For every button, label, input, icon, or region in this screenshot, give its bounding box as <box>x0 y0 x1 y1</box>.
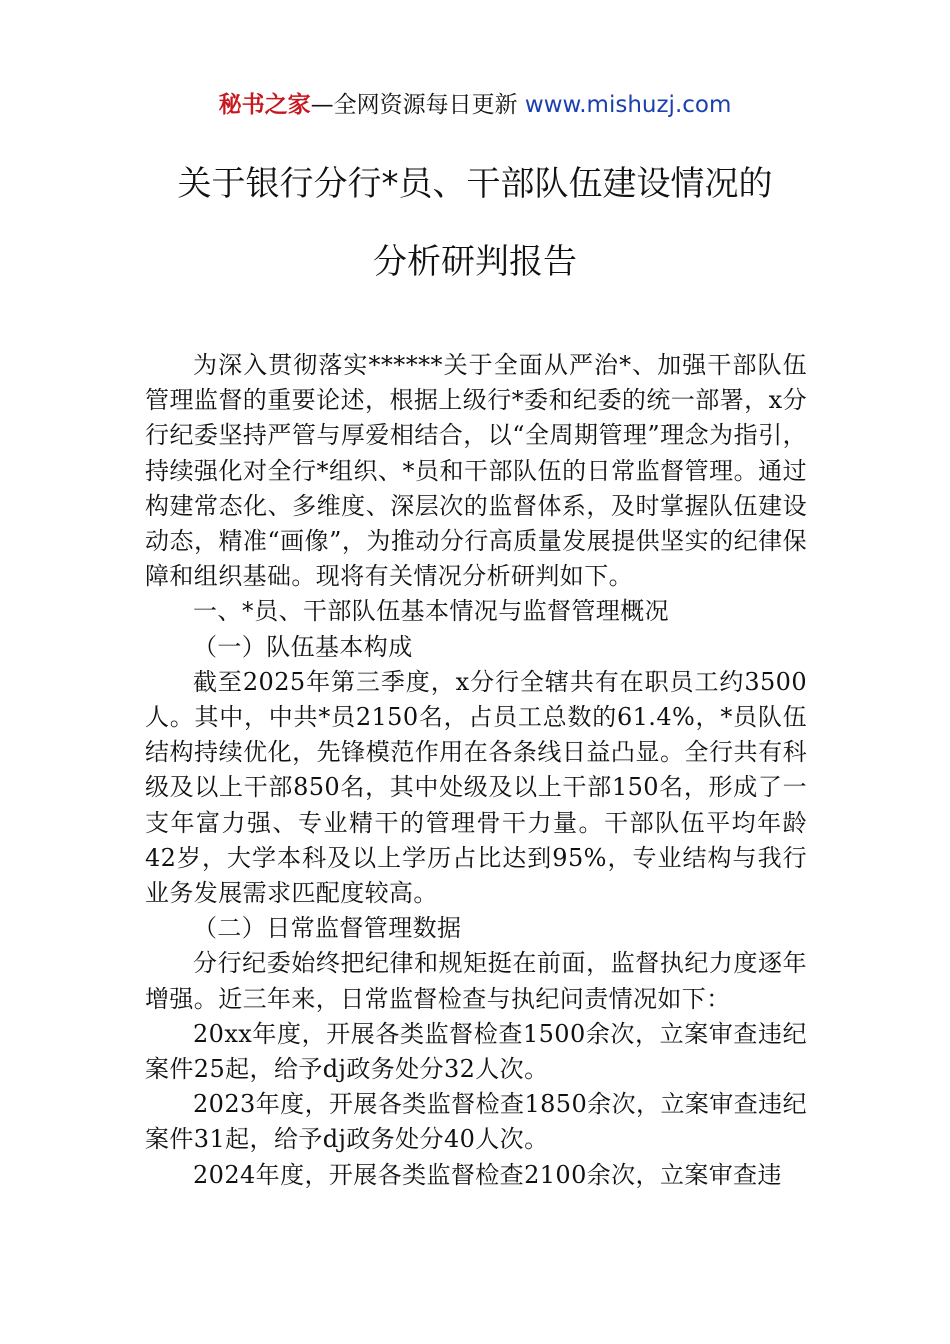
section-heading-1: 一、*员、干部队伍基本情况与监督管理概况 <box>193 597 669 626</box>
site-header <box>0 88 950 122</box>
subsection-heading-2: （二）日常监督管理数据 <box>193 914 462 943</box>
document-title <box>0 158 950 288</box>
title-line-2: 分析研判报告 <box>373 242 577 282</box>
subsection-heading-1: （一）队伍基本构成 <box>193 632 413 661</box>
body-paragraph: 分行纪委始终把纪律和规矩挺在前面，监督执纪力度逐年增强。近三年来，日常监督检查与执纪问责情况如下： <box>145 949 807 1013</box>
intro-paragraph: 为深入贯彻落实******关于全面从严治*、加强干部队伍管理监督的重要论述，根据上级行*委和纪委的统一部署，x分行纪委坚持严管与厚爱相结合，以“全周期管理”理念为指引，持续强化对全行*组织、*员和干部队伍的日常监督管理。通过构建常态化、多维度、深层次的监督体系，及时掌握队伍建设动态，精准“画像”，为推动分行高质量发展提供坚实的纪律保障和组织基础。现将有关情况分析研判如下。 <box>145 351 807 591</box>
header-tagline: —全网资源每日更新 <box>310 92 525 118</box>
body-paragraph: 截至2025年第三季度，x分行全辖共有在职员工约3500人。其中，中共*员2150名，占员工总数的61.4%，*员队伍结构持续优化，先锋模范作用在各条线日益凸显。全行共有科级及以上干部850名，其中处级及以上干部150名，形成了一支年富力强、专业精干的管理骨干力量。干部队伍平均年龄42岁，大学本科及以上学历占比达到95%，专业结构与我行业务发展需求匹配度较高。 <box>145 667 807 908</box>
body-paragraph: 2023年度，开展各类监督检查1850余次，立案审查违纪案件31起，给予dj政务处分40人次。 <box>145 1090 807 1154</box>
body-paragraph: 2024年度，开展各类监督检查2100余次，立案审查违 <box>193 1160 782 1189</box>
body-paragraph: 20xx年度，开展各类监督检查1500余次，立案审查违纪案件25起，给予dj政务处分32人次。 <box>145 1019 807 1084</box>
document-body <box>145 348 807 1193</box>
title-line-1: 关于银行分行*员、干部队伍建设情况的 <box>177 164 773 204</box>
brand-name: 秘书之家 <box>218 92 311 118</box>
site-url-link[interactable]: www.mishuzj.com <box>524 92 732 118</box>
